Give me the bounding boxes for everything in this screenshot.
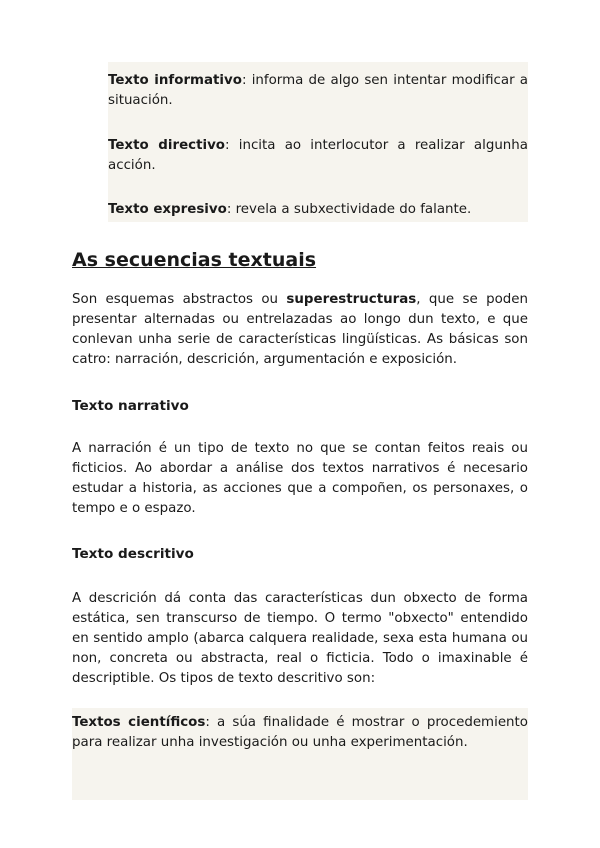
term-texto-expresivo: Texto expresivo	[108, 202, 227, 217]
paragraph-texto-directivo	[108, 136, 528, 176]
intro-text-2: , que se poden presentar alternadas ou entrelazadas ao longo dun texto, e que conlevan unha serie de características lingüísticas. As básicas son catro: narración, descrición, argumentación e exposición.	[72, 292, 528, 367]
definition-texto-directivo: : incita ao interlocutor a realizar algunha acción.	[108, 138, 528, 173]
section-title: As secuencias textuais	[72, 249, 317, 271]
term-texto-directivo: Texto directivo	[108, 138, 226, 153]
paragraph-descritivo: A descrición dá conta das características dun obxecto de forma estática, sen transcurso de tiempo. O termo "obxecto" entendido en sentido amplo (abarca calquera realidade, sexa esta humana ou non, concreta ou abstracta, real o ficticia. Todo o imaxinable é descriptible. Os tipos de texto descritivo son:	[72, 591, 528, 686]
paragraph-textos-cientificos	[72, 713, 528, 753]
term-texto-informativo: Texto informativo	[108, 73, 242, 88]
paragraph-texto-expresivo	[108, 200, 528, 220]
paragraph-texto-informativo	[108, 71, 528, 111]
intro-text-1: Son esquemas abstractos ou	[72, 292, 287, 307]
definition-textos-cientificos: : a súa finalidade é mostrar o procedemiento para realizar unha investigación ou unha experimentación.	[72, 715, 528, 750]
heading-texto-descritivo: Texto descritivo	[72, 546, 194, 562]
paragraph-intro	[72, 290, 528, 370]
definition-texto-expresivo: : revela a subxectividade do falante.	[226, 202, 472, 217]
intro-bold-term: superestructuras	[286, 292, 417, 307]
paragraph-narrativo: A narración é un tipo de texto no que se contan feitos reais ou ficticios. Ao abordar a análise dos textos narrativos é necesario estudar a historia, as acciones que a compoñen, os personaxes, o tempo e o espazo.	[72, 441, 528, 516]
term-textos-cientificos: Textos científicos	[72, 715, 206, 730]
heading-texto-narrativo: Texto narrativo	[72, 398, 189, 414]
definition-texto-informativo: : informa de algo sen intentar modificar a situación.	[108, 73, 528, 108]
